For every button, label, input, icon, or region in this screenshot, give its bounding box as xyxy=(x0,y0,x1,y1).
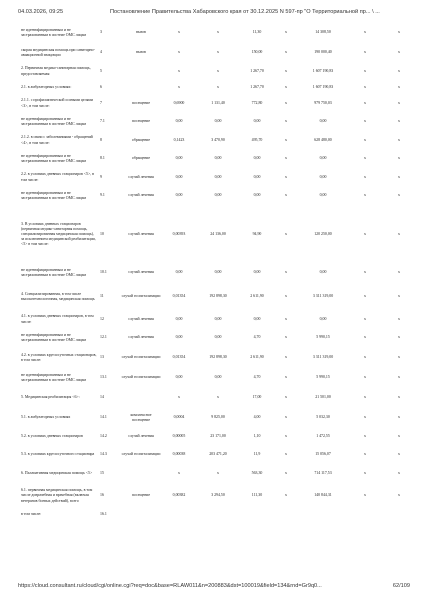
row-share: х xyxy=(398,231,400,236)
row-norm: 0,01354 xyxy=(172,294,186,299)
row-number: 13 xyxy=(100,355,104,360)
row-per-capita-oms: х xyxy=(285,30,287,35)
row-unit: случай госпитализации xyxy=(121,294,161,299)
row-name: 5.3. в условиях круглосуточного стационара xyxy=(21,452,95,457)
row-unit: случай лечения xyxy=(128,335,154,340)
document-title: Постановление Правительства Хабаровского края от 30.12.2025 N 597-пр "О Территориальной пр... \ ... xyxy=(110,9,380,15)
row-norm: х xyxy=(178,30,180,35)
row-share: х xyxy=(398,433,400,438)
row-name: не идентифицированным и не застрахованным в системе ОМС лицам xyxy=(21,267,86,277)
row-number: 7.1 xyxy=(100,119,105,124)
row-budget-total: 190 000,40 xyxy=(314,50,332,55)
row-share: х xyxy=(398,156,400,161)
row-cost-per-unit: 0,00 xyxy=(214,270,222,275)
row-oms-total: х xyxy=(364,193,366,198)
row-per-capita-oms: х xyxy=(285,415,287,420)
row-unit: посещение xyxy=(131,100,151,105)
row-unit xyxy=(120,465,162,482)
row-number: 4 xyxy=(100,50,102,55)
row-name: 2.1.2. в связи с заболеваниями - обращений <4>, в том числе: xyxy=(21,135,93,145)
row-per-capita-budget: 4,70 xyxy=(253,375,261,380)
row-budget-total: 0,00 xyxy=(319,156,327,161)
row-oms-total: х xyxy=(364,30,366,35)
row-share: х xyxy=(398,270,400,275)
row-share: х xyxy=(398,493,400,498)
row-unit xyxy=(120,63,162,80)
row-unit: случай лечения xyxy=(128,193,154,198)
row-budget-total: 1 607 190,83 xyxy=(312,84,334,89)
row-name: не идентифицированным и не застрахованным в системе ОМС лицам xyxy=(21,332,86,342)
row-oms-total: х xyxy=(364,395,366,400)
row-oms-total: х xyxy=(364,493,366,498)
row-name: 5.1. в амбулаторных условиях xyxy=(21,415,71,420)
table-row xyxy=(20,95,416,112)
row-per-capita-budget: 1,10 xyxy=(253,433,261,438)
row-budget-total: 3 311 319,00 xyxy=(312,355,334,360)
row-cost-per-unit: 1 131,40 xyxy=(211,100,225,105)
row-oms-total: х xyxy=(364,84,366,89)
row-budget-total: 3 311 319,00 xyxy=(312,294,334,299)
table-row xyxy=(20,43,416,63)
row-budget-total: 15 056,07 xyxy=(315,452,331,457)
row-oms-total: х xyxy=(364,137,366,142)
row-oms-total: х xyxy=(364,174,366,179)
row-cost-per-unit: 0,00 xyxy=(214,174,222,179)
row-oms-total: х xyxy=(364,375,366,380)
row-share: х xyxy=(398,119,400,124)
row-norm: 0,00 xyxy=(175,335,183,340)
row-unit xyxy=(120,510,162,520)
row-budget-total: 14 308,50 xyxy=(315,30,331,35)
row-number: 6 xyxy=(100,84,102,89)
row-oms-total: х xyxy=(364,156,366,161)
row-name: в том числе: xyxy=(21,512,42,517)
row-norm: 0,00 xyxy=(175,316,183,321)
row-budget-total: 0,00 xyxy=(319,193,327,198)
row-per-capita-budget: 0,00 xyxy=(253,270,261,275)
row-share: х xyxy=(398,395,400,400)
row-norm: 0,00 xyxy=(175,270,183,275)
row-per-capita-oms xyxy=(274,510,298,520)
table-row xyxy=(20,112,416,132)
table-row xyxy=(20,283,416,311)
row-unit: вызов xyxy=(136,30,146,35)
row-per-capita-oms: х xyxy=(285,395,287,400)
row-per-capita-budget: 11,9 xyxy=(253,452,261,457)
row-number: 12 xyxy=(100,316,104,321)
row-share: х xyxy=(398,68,400,73)
row-number: 8 xyxy=(100,137,102,142)
row-unit: комплексное посещение xyxy=(130,412,152,422)
row-per-capita-oms: х xyxy=(285,375,287,380)
row-number: 8.1 xyxy=(100,156,105,161)
row-cost-per-unit: 23 171,00 xyxy=(210,433,226,438)
row-norm: 0,00 xyxy=(175,119,183,124)
row-cost-per-unit: 0,00 xyxy=(214,316,222,321)
row-norm: 0,00393 xyxy=(172,231,186,236)
row-budget-total: 0,00 xyxy=(319,119,327,124)
page-number: 62/109 xyxy=(392,583,410,589)
row-norm: 0,00 xyxy=(175,375,183,380)
row-budget-total: 1 607 190,83 xyxy=(312,68,334,73)
table-row xyxy=(20,80,416,95)
row-number: 14.1 xyxy=(100,415,107,420)
table-row xyxy=(20,368,416,388)
row-per-capita-oms: х xyxy=(285,68,287,73)
table-row xyxy=(20,311,416,328)
page-footer xyxy=(18,583,410,593)
row-budget-total: 628 480,00 xyxy=(314,137,332,142)
row-per-capita-budget: 0,00 xyxy=(253,119,261,124)
row-per-capita-budget: 495,70 xyxy=(251,137,263,142)
row-per-capita-oms: х xyxy=(285,193,287,198)
row-name: 6. Паллиативная медицинская помощь <5> xyxy=(21,470,93,475)
row-name: 5.2. в условиях дневных стационаров xyxy=(21,433,83,438)
row-cost-per-unit: х xyxy=(217,395,219,400)
row-per-capita-budget: 1 267,70 xyxy=(250,84,264,89)
row-name: 2.2. в условиях дневных стационаров <5>, в том числе: xyxy=(21,172,94,182)
row-cost-per-unit: 0,00 xyxy=(214,193,222,198)
row-oms-total: х xyxy=(364,316,366,321)
row-oms-total: х xyxy=(364,50,366,55)
row-oms-total: х xyxy=(364,270,366,275)
table-row xyxy=(20,510,416,520)
row-number: 15 xyxy=(100,470,104,475)
row-cost-per-unit: 0,00 xyxy=(214,119,222,124)
row-unit: случай лечения xyxy=(128,270,154,275)
row-number: 7 xyxy=(100,100,102,105)
row-share: х xyxy=(398,174,400,179)
row-per-capita-budget: 0,00 xyxy=(253,174,261,179)
row-share: х xyxy=(398,355,400,360)
row-budget-total: 1 472,55 xyxy=(316,433,330,438)
row-norm: х xyxy=(178,68,180,73)
row-unit: случай лечения xyxy=(128,316,154,321)
row-budget-total: 0,00 xyxy=(319,174,327,179)
row-number: 9 xyxy=(100,174,102,179)
row-number: 3 xyxy=(100,30,102,35)
row-per-capita-oms: х xyxy=(285,50,287,55)
table-row xyxy=(20,428,416,445)
row-number: 16 xyxy=(100,493,104,498)
table-row xyxy=(20,348,416,368)
row-unit: обращение xyxy=(131,137,151,142)
row-per-capita-oms: х xyxy=(285,316,287,321)
row-per-capita-oms: х xyxy=(285,294,287,299)
row-per-capita-oms: х xyxy=(285,355,287,360)
row-budget-total: 5 990,15 xyxy=(316,335,330,340)
row-per-capita-budget: 772,80 xyxy=(251,100,263,105)
row-per-capita-oms: х xyxy=(285,174,287,179)
row-per-capita-budget: 4,70 xyxy=(253,335,261,340)
table-row xyxy=(20,186,416,206)
table-row xyxy=(20,132,416,149)
row-oms-total: х xyxy=(364,100,366,105)
row-number: 10 xyxy=(100,231,104,236)
row-unit: случай госпитализации xyxy=(121,375,161,380)
row-cost-per-unit: х xyxy=(217,470,219,475)
row-norm: 0,00382 xyxy=(172,493,186,498)
row-per-capita-oms: х xyxy=(285,452,287,457)
row-cost-per-unit: 192 898,30 xyxy=(209,294,227,299)
row-norm: 0,00 xyxy=(175,156,183,161)
row-name: 4.1. в условиях дневных стационаров, в том числе: xyxy=(21,314,94,324)
row-per-capita-budget: 111,30 xyxy=(251,493,263,498)
row-cost-per-unit: 203 471,20 xyxy=(209,452,227,457)
row-name: 6.1. первичная медицинская помощь, в том числе доврачебная и врачебная (включая ветеранов боевых действий), всего xyxy=(21,488,93,503)
row-share: х xyxy=(398,30,400,35)
row-share: х xyxy=(398,452,400,457)
row-oms-total: х xyxy=(364,231,366,236)
row-budget-total: 979 750,03 xyxy=(314,100,332,105)
table-row xyxy=(20,328,416,348)
row-unit: случай госпитализации xyxy=(121,355,161,360)
row-norm: х xyxy=(178,470,180,475)
row-norm: х xyxy=(178,395,180,400)
row-per-capita-oms: х xyxy=(285,470,287,475)
row-name: скорая медицинская помощь при санитарно-авиационной эвакуации xyxy=(21,47,95,57)
row-unit xyxy=(120,388,162,408)
row-per-capita-budget: 2 611,90 xyxy=(250,294,264,299)
row-number: 10.1 xyxy=(100,270,107,275)
row-unit: случай лечения xyxy=(128,174,154,179)
row-per-capita-budget: 563,30 xyxy=(251,470,263,475)
table-row xyxy=(20,482,416,510)
row-name: не идентифицированным и не застрахованным в системе ОМС лицам xyxy=(21,153,86,163)
row-unit: случай лечения xyxy=(128,433,154,438)
row-name: 4. Специализированная, в том числе высокотехнологичная, медицинская помощь xyxy=(21,291,95,301)
row-cost-per-unit: 192 898,30 xyxy=(209,355,227,360)
row-per-capita-oms: х xyxy=(285,493,287,498)
row-share: х xyxy=(398,375,400,380)
row-name: 2. Первичная медико-санитарная помощь, предоставляемая: xyxy=(21,66,91,76)
row-per-capita-budget: 11,30 xyxy=(252,30,262,35)
row-norm: 0,0004 xyxy=(173,415,185,420)
table-row xyxy=(20,263,416,283)
table-row xyxy=(20,149,416,169)
row-unit: вызов xyxy=(136,50,146,55)
row-per-capita-oms: х xyxy=(285,231,287,236)
financing-table xyxy=(20,23,416,520)
row-per-capita-budget: 17,00 xyxy=(252,395,262,400)
row-oms-total: х xyxy=(364,470,366,475)
document-url[interactable]: https://cloud.consultant.ru/cloud/cgi/online.cgi?req=doc&base=RLAW011&n=200883&dst=100019&field=134&rnd=Gr9q0... xyxy=(18,583,322,589)
row-cost-per-unit: х xyxy=(217,84,219,89)
table-row xyxy=(20,23,416,43)
row-budget-total: 714 117,53 xyxy=(314,470,332,475)
row-number: 14.3 xyxy=(100,452,107,457)
row-share: х xyxy=(398,415,400,420)
row-cost-per-unit: х xyxy=(217,30,219,35)
row-per-capita-budget: 0,00 xyxy=(253,316,261,321)
row-oms-total: х xyxy=(364,68,366,73)
row-share: х xyxy=(398,50,400,55)
row-oms-total: х xyxy=(364,433,366,438)
row-norm: 0,00038 xyxy=(172,452,186,457)
row-cost-per-unit: 0,00 xyxy=(214,156,222,161)
row-per-capita-oms: х xyxy=(285,84,287,89)
row-oms-total: х xyxy=(364,335,366,340)
row-per-capita-budget: 2 611,90 xyxy=(250,355,264,360)
row-norm: 0,01354 xyxy=(172,355,186,360)
row-norm: х xyxy=(178,84,180,89)
row-share: х xyxy=(398,316,400,321)
row-norm: 0,00 xyxy=(175,193,183,198)
row-unit: обращение xyxy=(131,156,151,161)
table-row xyxy=(20,63,416,80)
row-share xyxy=(382,510,416,520)
row-name: 2.1. в амбулаторных условиях: xyxy=(21,84,72,89)
row-share: х xyxy=(398,137,400,142)
row-oms-total: х xyxy=(364,119,366,124)
row-unit: посещение xyxy=(131,119,151,124)
row-norm: 0,1423 xyxy=(173,137,185,142)
row-number: 14 xyxy=(100,395,104,400)
row-per-capita-oms: х xyxy=(285,156,287,161)
print-date: 04.03.2026, 09:25 xyxy=(18,9,64,15)
row-per-capita-oms: х xyxy=(285,119,287,124)
row-cost-per-unit xyxy=(196,510,240,520)
row-norm: 0,00 xyxy=(175,174,183,179)
row-norm: 0,00005 xyxy=(172,433,186,438)
table-row xyxy=(20,445,416,465)
row-share: х xyxy=(398,84,400,89)
row-per-capita-oms: х xyxy=(285,433,287,438)
row-share: х xyxy=(398,100,400,105)
row-oms-total: х xyxy=(364,294,366,299)
row-unit: случай лечения xyxy=(128,231,154,236)
row-cost-per-unit: 3 294,50 xyxy=(211,493,225,498)
row-name: не идентифицированным и не застрахованным в системе ОМС лицам xyxy=(21,27,86,37)
row-norm xyxy=(162,510,196,520)
table-row xyxy=(20,465,416,482)
row-number: 5 xyxy=(100,68,102,73)
row-budget-total xyxy=(298,510,348,520)
row-per-capita-oms: х xyxy=(285,270,287,275)
row-number: 13.1 xyxy=(100,375,107,380)
row-name: 5. Медицинская реабилитация <6>: xyxy=(21,395,80,400)
row-name: не идентифицированным и не застрахованным в системе ОМС лицам xyxy=(21,190,86,200)
row-per-capita-budget xyxy=(240,510,274,520)
row-cost-per-unit: х xyxy=(217,50,219,55)
row-cost-per-unit: 3 470,90 xyxy=(211,137,225,142)
table-row xyxy=(20,169,416,186)
row-name: не идентифицированным и не застрахованным в системе ОМС лицам xyxy=(21,372,86,382)
row-unit: случай госпитализации xyxy=(121,452,161,457)
row-budget-total: 5 990,15 xyxy=(316,375,330,380)
row-cost-per-unit: 0,00 xyxy=(214,335,222,340)
row-cost-per-unit: 24 136,00 xyxy=(210,231,226,236)
table-row xyxy=(20,408,416,428)
row-name: 4.2. в условиях круглосуточных стационаров, в том числе: xyxy=(21,352,97,362)
row-share: х xyxy=(398,470,400,475)
row-budget-total: 21 501,00 xyxy=(315,395,331,400)
page-header xyxy=(18,9,410,21)
row-share: х xyxy=(398,193,400,198)
row-oms-total xyxy=(348,510,382,520)
row-budget-total: 120 250,00 xyxy=(314,231,332,236)
row-oms-total: х xyxy=(364,355,366,360)
row-cost-per-unit: 0,00 xyxy=(214,375,222,380)
row-per-capita-oms: х xyxy=(285,100,287,105)
row-number: 9.1 xyxy=(100,193,105,198)
row-unit: посещение xyxy=(131,493,151,498)
row-unit xyxy=(120,80,162,95)
row-per-capita-budget: 1 267,70 xyxy=(250,68,264,73)
row-budget-total: 0,00 xyxy=(319,316,327,321)
row-per-capita-budget: 4,00 xyxy=(253,415,261,420)
row-oms-total: х xyxy=(364,452,366,457)
row-per-capita-budget: 94,90 xyxy=(252,231,262,236)
row-cost-per-unit: х xyxy=(217,68,219,73)
row-cost-per-unit: 9 825,00 xyxy=(211,415,225,420)
row-norm: х xyxy=(178,50,180,55)
row-oms-total: х xyxy=(364,415,366,420)
row-per-capita-oms: х xyxy=(285,335,287,340)
table-row xyxy=(20,206,416,263)
row-norm: 0,6900 xyxy=(173,100,185,105)
row-number: 14.2 xyxy=(100,433,107,438)
row-number: 16.1 xyxy=(100,512,107,517)
row-share: х xyxy=(398,294,400,299)
row-budget-total: 5 032,30 xyxy=(316,415,330,420)
row-number: 11 xyxy=(100,294,104,299)
row-budget-total: 0,00 xyxy=(319,270,327,275)
row-per-capita-budget: 0,00 xyxy=(253,193,261,198)
row-per-capita-budget: 0,00 xyxy=(253,156,261,161)
row-per-capita-budget: 150,00 xyxy=(251,50,263,55)
row-name: не идентифицированным и не застрахованным в системе ОМС лицам xyxy=(21,116,86,126)
row-name: 3. В условиях дневных стационаров (первичная медико-санитарная помощь, специализированная медицинская помощь), за исключением медицинской реабилитации, <5> в том числе: xyxy=(21,221,96,247)
row-budget-total: 140 844,31 xyxy=(314,493,332,498)
table-row xyxy=(20,388,416,408)
row-share: х xyxy=(398,335,400,340)
row-name: 2.1.1. с профилактической и иными целями <3>, в том числе: xyxy=(21,98,93,108)
row-number: 12.1 xyxy=(100,335,107,340)
row-per-capita-oms: х xyxy=(285,137,287,142)
